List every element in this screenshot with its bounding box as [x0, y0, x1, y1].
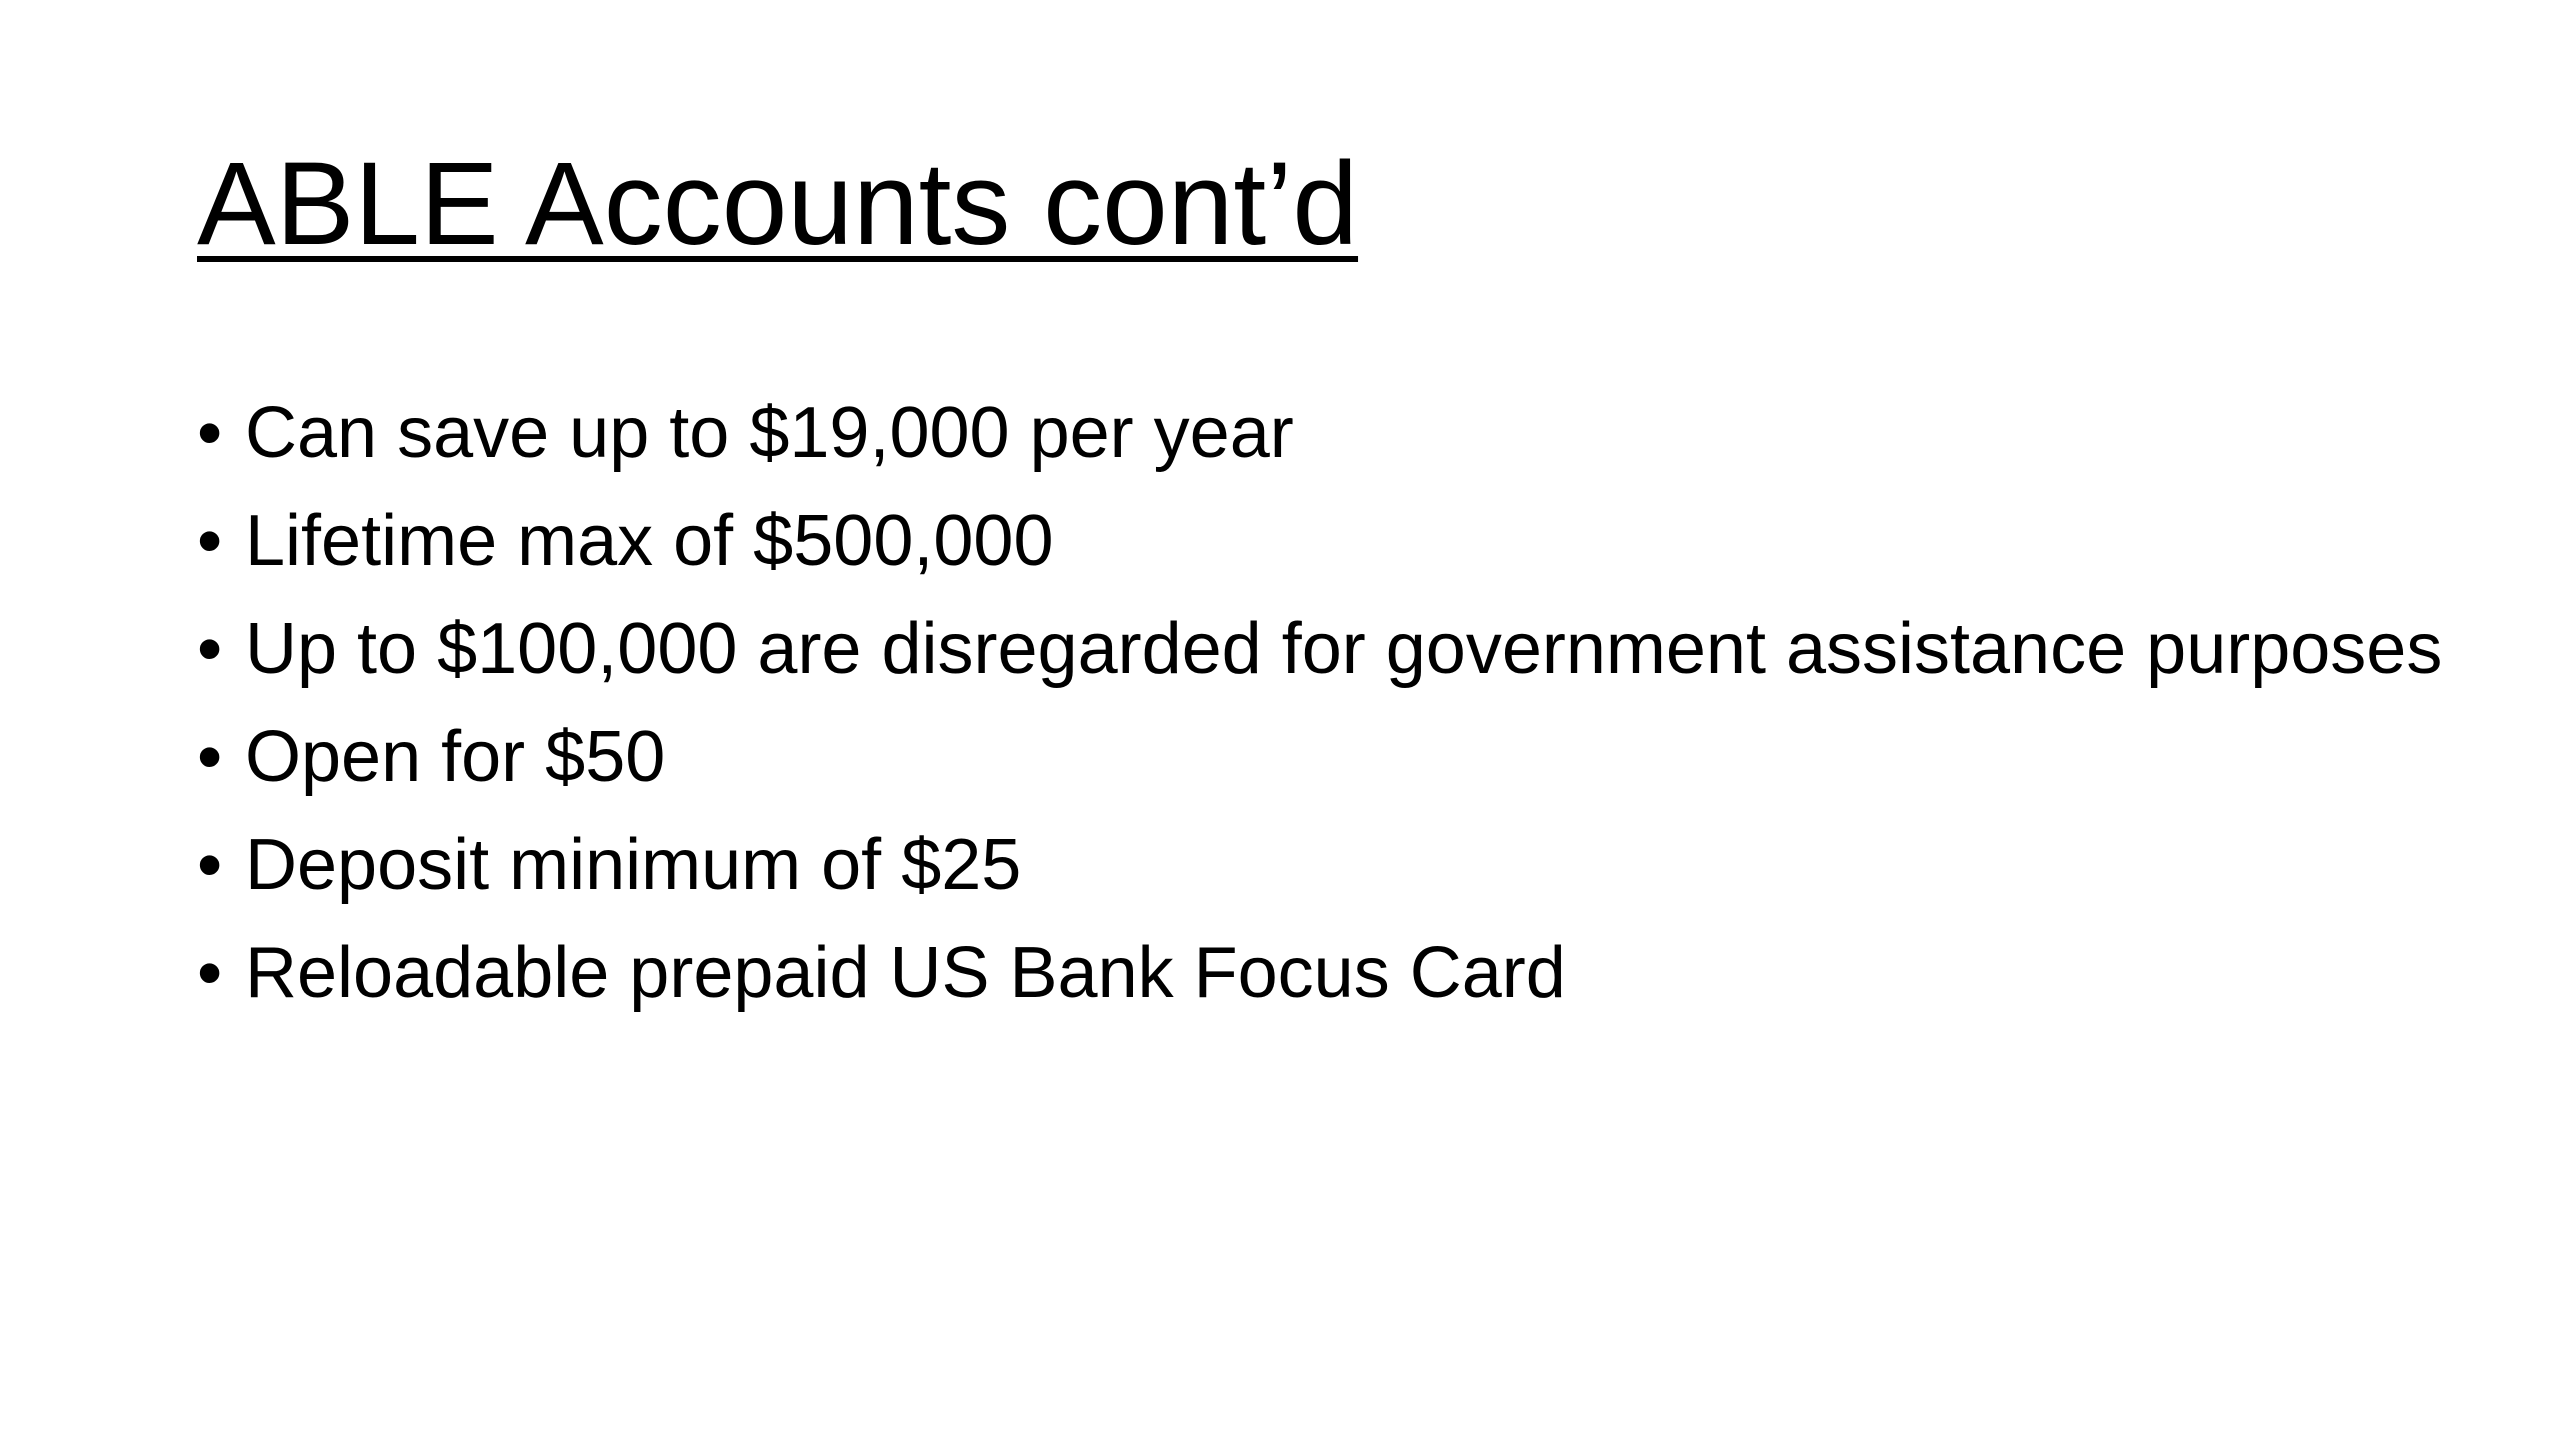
- slide-title: ABLE Accounts cont’d: [197, 138, 1359, 270]
- bullet-item: [197, 608, 2477, 690]
- bullet-item: [197, 500, 2477, 582]
- bullet-list: [197, 392, 2477, 1040]
- bullet-item: [197, 932, 2477, 1014]
- bullet-text: Can save up to $19,000 per year: [245, 393, 1294, 473]
- bullet-marker: •: [197, 717, 223, 797]
- bullet-marker: •: [197, 933, 223, 1013]
- bullet-text: Lifetime max of $500,000: [245, 501, 1054, 581]
- bullet-marker: •: [197, 825, 223, 905]
- bullet-item: [197, 824, 2477, 906]
- bullet-marker: •: [197, 609, 223, 689]
- bullet-item: [197, 392, 2477, 474]
- bullet-marker: •: [197, 393, 223, 473]
- bullet-item: [197, 716, 2477, 798]
- bullet-text: Deposit minimum of $25: [245, 825, 1022, 905]
- bullet-text: Up to $100,000 are disregarded for government assistance purposes: [245, 609, 2443, 689]
- bullet-text: Reloadable prepaid US Bank Focus Card: [245, 933, 1566, 1013]
- bullet-text: Open for $50: [245, 717, 666, 797]
- bullet-marker: •: [197, 501, 223, 581]
